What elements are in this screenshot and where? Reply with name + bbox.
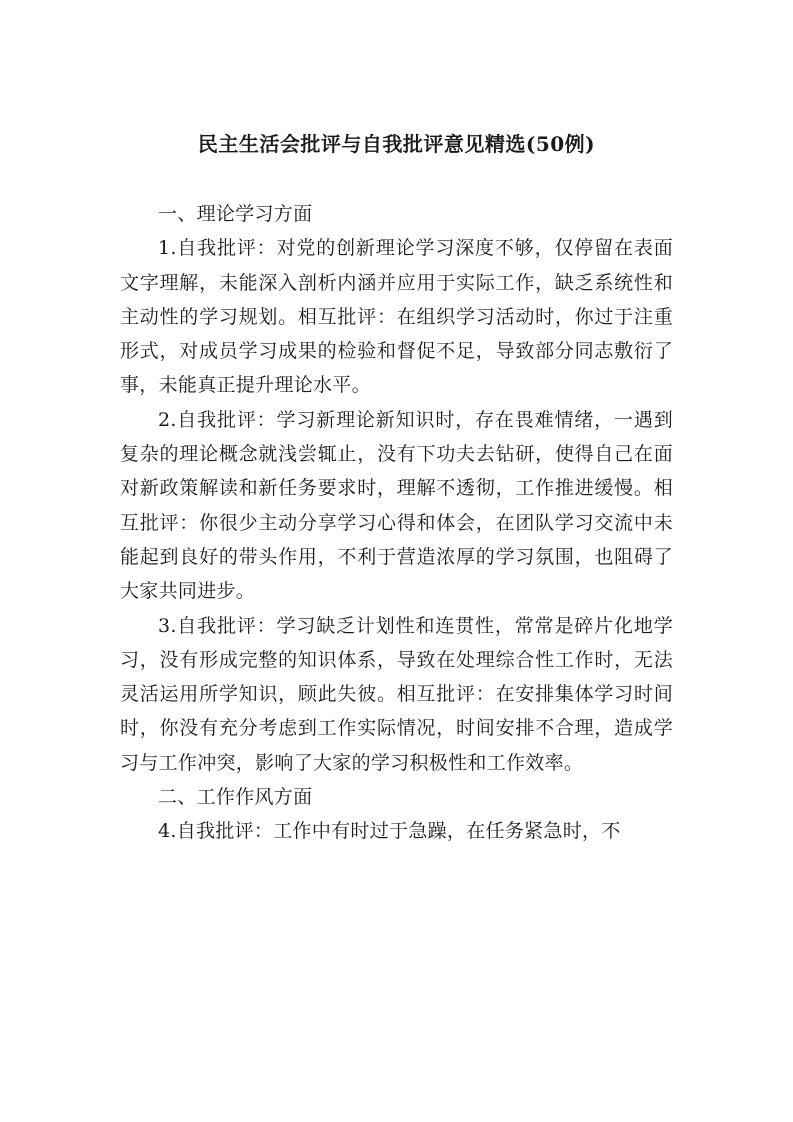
paragraph-item-3: 3.自我批评：学习缺乏计划性和连贯性，常常是碎片化地学习，没有形成完整的知识体系，导致在处理综合性工作时，无法灵活运用所学知识，顾此失彼。相互批评：在安排集体学习时间时，你没有充分考虑到工作实际情况，时间安排不合理，造成学习与工作冲突，影响了大家的学习积极性和工作效率。 xyxy=(120,614,673,774)
paragraph-item-1: 1.自我批评：对党的创新理论学习深度不够，仅停留在表面文字理解，未能深入剖析内涵并应用于实际工作，缺乏系统性和主动性的学习规划。相互批评：在组织学习活动时，你过于注重形式，对成员学习成果的检验和督促不足，导致部分同志敷衍了事，未能真正提升理论水平。 xyxy=(120,237,673,397)
document-title: 民主生活会批评与自我批评意见精选(50例) xyxy=(197,132,596,156)
section-heading: 一、理论学习方面 xyxy=(158,203,313,225)
section-heading: 二、工作作风方面 xyxy=(158,786,313,809)
paragraph-item-2: 2.自我批评：学习新理论新知识时，存在畏难情绪，一遇到复杂的理论概念就浅尝辄止，没有下功夫去钻研，使得自己在面对新政策解读和新任务要求时，理解不透彻，工作推进缓慢。相互批评：你很少主动分享学习心得和体会，在团队学习交流中未能起到良好的带头作用，不利于营造浓厚的学习氛围，也阻碍了大家共同进步。 xyxy=(120,408,673,603)
document-body xyxy=(120,197,673,849)
paragraph-item-4: 4.自我批评：工作中有时过于急躁，在任务紧急时，不 xyxy=(158,820,621,843)
